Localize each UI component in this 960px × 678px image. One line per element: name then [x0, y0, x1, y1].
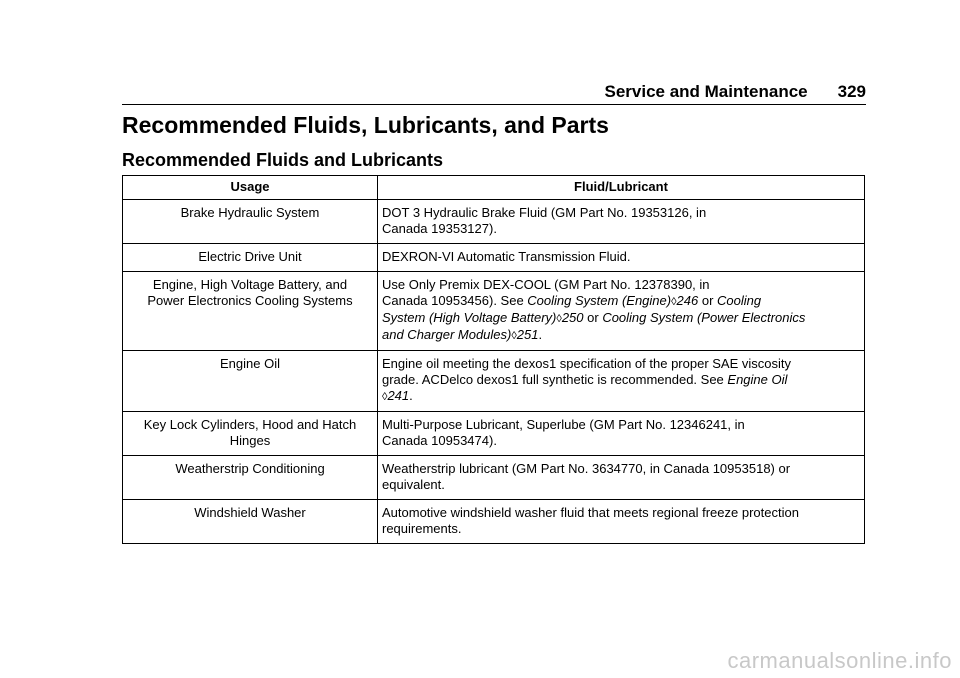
usage-cell: Weatherstrip Conditioning	[123, 456, 378, 500]
watermark: carmanualsonline.info	[727, 648, 952, 673]
table-row	[123, 500, 865, 544]
table-row	[123, 244, 865, 272]
table-row	[123, 272, 865, 351]
column-header-usage: Usage	[123, 176, 378, 200]
fluid-cell: Multi-Purpose Lubricant, Superlube (GM Part No. 12346241, in Canada 10953474).	[378, 412, 865, 456]
page-reference[interactable]: 246	[676, 293, 699, 308]
page-reference[interactable]: 251	[516, 327, 539, 342]
table-row	[123, 200, 865, 244]
cross-reference-link[interactable]: Cooling	[717, 293, 762, 308]
section-title: Service and Maintenance	[604, 82, 808, 101]
section-subtitle: Recommended Fluids and Lubricants	[122, 150, 444, 170]
fluids-table	[122, 175, 865, 544]
fluid-cell: Use Only Premix DEX-COOL (GM Part No. 12378390, in Canada 10953456). See Cooling System (Engine)◊246 or Cooling System (High Voltage Battery)◊250 or Cooling System (Power Electronics and Charger Modules)◊251.	[378, 272, 865, 351]
usage-cell: Windshield Washer	[123, 500, 378, 544]
page-ref-icon: ◊	[382, 391, 388, 403]
fluid-cell: DEXRON-VI Automatic Transmission Fluid.	[378, 244, 865, 272]
table-row	[123, 351, 865, 412]
table-row	[123, 412, 865, 456]
fluid-cell: Automotive windshield washer fluid that meets regional freeze protection requirements.	[378, 500, 865, 544]
cross-reference-link[interactable]: Cooling System (Engine)	[527, 293, 672, 308]
cross-reference-link[interactable]: System (High Voltage Battery)	[382, 310, 557, 325]
usage-cell: Engine, High Voltage Battery, and Power Electronics Cooling Systems	[123, 272, 378, 351]
cross-reference-link[interactable]: and Charger Modules)	[382, 327, 512, 342]
usage-cell: Key Lock Cylinders, Hood and Hatch Hinges	[123, 412, 378, 456]
page-title: Recommended Fluids, Lubricants, and Parts	[122, 112, 609, 138]
cross-reference-link[interactable]: Engine Oil	[727, 372, 788, 387]
page-ref-icon: ◊	[556, 313, 562, 325]
cross-reference-link[interactable]: Cooling System (Power Electronics	[602, 310, 806, 325]
table-row	[123, 456, 865, 500]
page-reference[interactable]: 250	[561, 310, 584, 325]
usage-cell: Engine Oil	[123, 351, 378, 412]
page-reference[interactable]: 241	[387, 388, 410, 403]
fluid-cell: Engine oil meeting the dexos1 specification of the proper SAE viscosity grade. ACDelco dexos1 full synthetic is recommended. See Engine Oil ◊241.	[378, 351, 865, 412]
usage-cell: Electric Drive Unit	[123, 244, 378, 272]
page-header	[122, 82, 866, 105]
fluid-cell: DOT 3 Hydraulic Brake Fluid (GM Part No. 19353126, in Canada 19353127).	[378, 200, 865, 244]
page-number: 329	[837, 82, 866, 101]
page-ref-icon: ◊	[511, 330, 517, 342]
column-header-fluid: Fluid/Lubricant	[378, 176, 865, 200]
page-ref-icon: ◊	[671, 296, 677, 308]
table-header-row	[123, 176, 865, 200]
fluid-cell: Weatherstrip lubricant (GM Part No. 3634770, in Canada 10953518) or equivalent.	[378, 456, 865, 500]
usage-cell: Brake Hydraulic System	[123, 200, 378, 244]
